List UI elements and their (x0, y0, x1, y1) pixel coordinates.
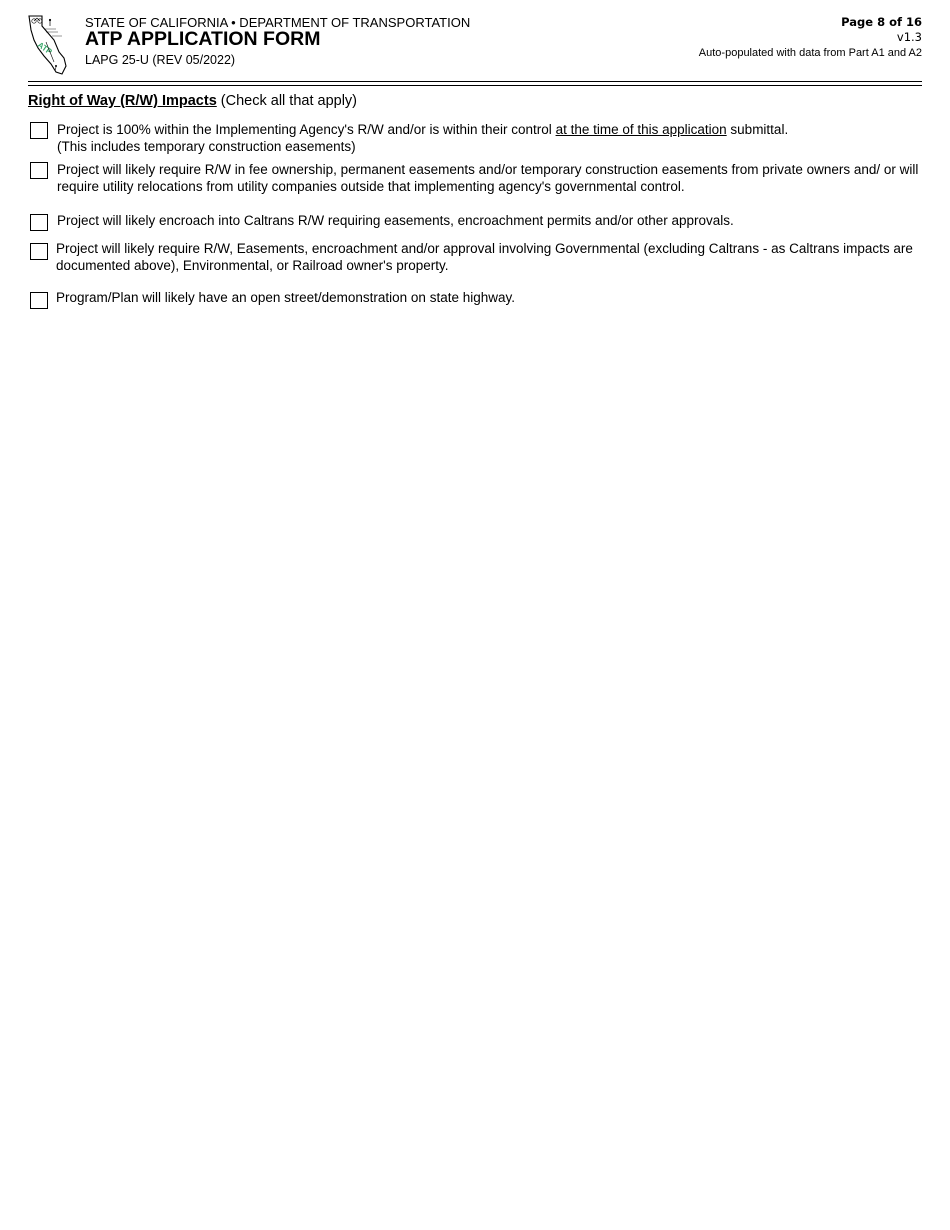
checkbox-private-rw-utility[interactable] (30, 162, 48, 179)
form-number: LAPG 25-U (REV 05/2022) (85, 53, 236, 67)
option-label: Program/Plan will likely have an open street/demonstration on state highway. (56, 290, 515, 305)
agency-name: STATE OF CALIFORNIA • DEPARTMENT OF TRANSPORTATION (85, 15, 471, 30)
option-label: Project will likely encroach into Caltrans R/W requiring easements, encroachment permits and/or other approvals. (57, 213, 734, 228)
header-divider-bottom (28, 85, 922, 86)
section-heading (28, 93, 357, 109)
california-atp-logo-icon (26, 12, 72, 78)
form-title: ATP APPLICATION FORM (85, 28, 321, 50)
option-text-note: (This includes temporary construction easements) (57, 138, 356, 154)
form-version: v1.3 (896, 30, 922, 44)
checkbox-caltrans-encroach[interactable] (30, 214, 48, 231)
option-label (57, 122, 922, 155)
page-indicator: Page 8 of 16 (841, 15, 922, 29)
option-text-part: submittal. (726, 122, 789, 137)
checkbox-governmental-property[interactable] (30, 243, 48, 260)
option-label: Project will likely require R/W, Easements, encroachment and/or approval involving Governmental (excluding Caltrans - as Caltrans impacts are documented above), Environmental, or Railroad owner's property. (56, 241, 913, 273)
option-label: Project will likely require R/W in fee ownership, permanent easements and/or temporary construction easements from private owners and/ or will require utility relocations from utility companies outside that implementing agency's governmental control. (57, 162, 919, 194)
header-divider-top (28, 81, 922, 82)
option-text-underlined: at the time of this application (555, 122, 727, 137)
checkbox-open-street[interactable] (30, 292, 48, 309)
checkbox-within-agency-control[interactable] (30, 122, 48, 139)
section-title: Right of Way (R/W) Impacts (28, 93, 217, 109)
section-instruction: (Check all that apply) (220, 93, 357, 109)
logo-text: ATP (35, 40, 54, 57)
option-text-part: Project is 100% within the Implementing Agency's R/W and/or is within their control (57, 122, 556, 137)
autopopulated-note: Auto-populated with data from Part A1 and A2 (698, 47, 922, 59)
